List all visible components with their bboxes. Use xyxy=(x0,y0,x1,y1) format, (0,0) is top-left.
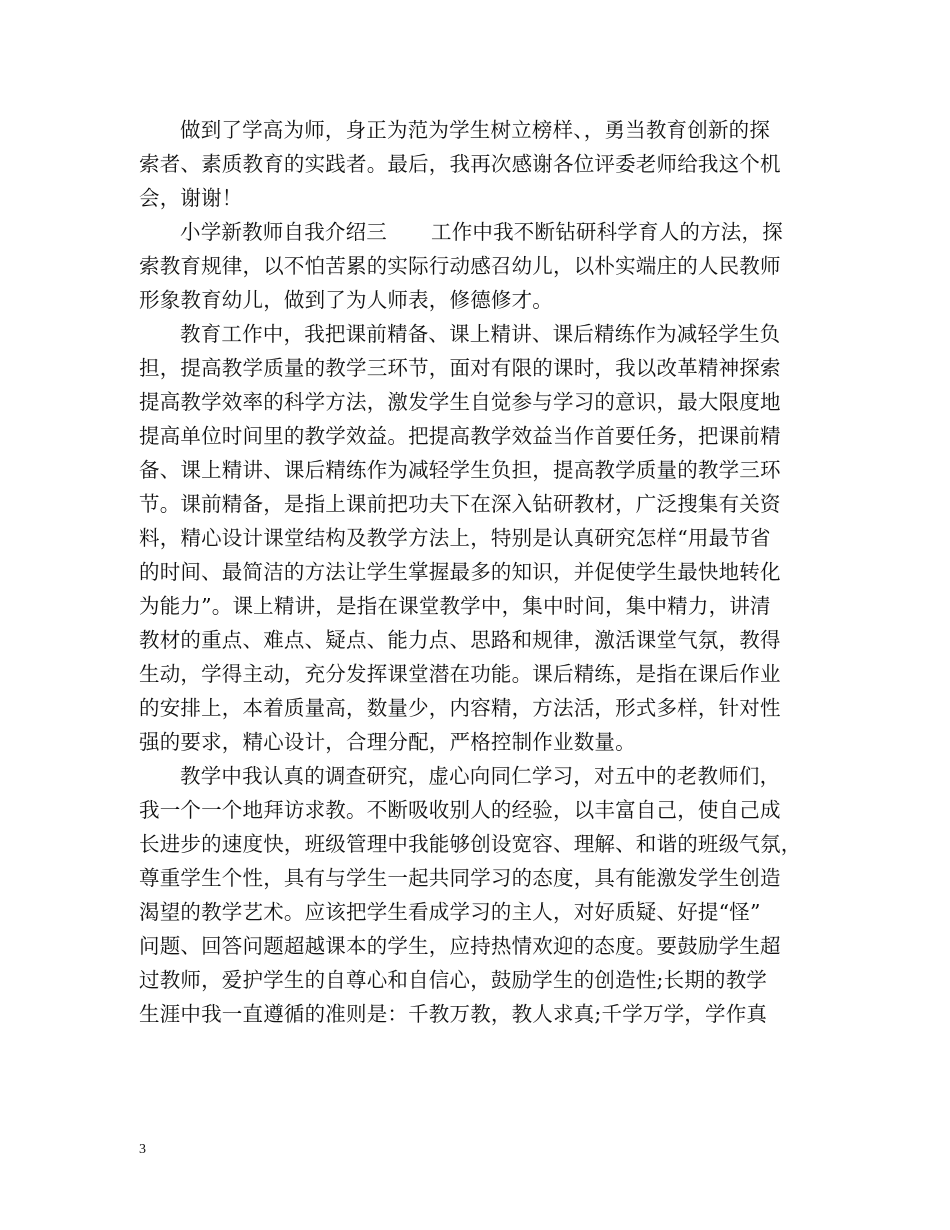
text-line: 生动，学得主动，充分发挥课堂潜在功能。课后精练，是指在课后作业 xyxy=(139,662,781,686)
text-line: 料，精心设计课堂结构及教学方法上，特别是认真研究怎样“用最节省 xyxy=(139,526,771,550)
text-line: 为能力”。课上精讲，是指在课堂教学中，集中时间，集中精力，讲清 xyxy=(139,594,771,618)
text-line: 做到了学高为师，身正为范为学生树立榜样、，勇当教育创新的探 xyxy=(180,118,771,142)
text-line: 尊重学生个性，具有与学生一起共同学习的态度，具有能激发学生创造 xyxy=(139,866,781,890)
text-line: 提高单位时间里的教学效益。把提高教学效益当作首要任务，把课前精 xyxy=(139,424,781,448)
paragraph-4 xyxy=(139,759,812,1031)
section-heading: 小学新教师自我介绍三 xyxy=(180,220,387,244)
paragraph-3 xyxy=(139,317,812,759)
paragraph-2 xyxy=(139,215,812,317)
text-line: 会，谢谢！ xyxy=(139,186,243,210)
text-line: 索者、素质教育的实践者。最后，我再次感谢各位评委老师给我这个机 xyxy=(139,152,781,176)
text-line: 长进步的速度快，班级管理中我能够创设宽容、理解、和谐的班级气氛， xyxy=(139,832,802,856)
text-line-with-heading xyxy=(139,215,812,249)
text-line: 节。课前精备，是指上课前把功夫下在深入钻研教材，广泛搜集有关资 xyxy=(139,492,781,516)
text-line: 教材的重点、难点、疑点、能力点、思路和规律，激活课堂气氛，教得 xyxy=(139,628,781,652)
text-line: 索教育规律，以不怕苦累的实际行动感召幼儿，以朴实端庄的人民教师 xyxy=(139,254,781,278)
text-line: 过教师，爱护学生的自尊心和自信心，鼓励学生的创造性;长期的教学 xyxy=(139,968,768,992)
text-line: 工作中我不断钻研科学育人的方法，探 xyxy=(431,220,783,244)
paragraph-1 xyxy=(139,113,812,215)
text-line: 的安排上，本着质量高，数量少，内容精，方法活，形式多样，针对性 xyxy=(139,696,781,720)
text-line: 教学中我认真的调查研究，虚心向同仁学习，对五中的老教师们， xyxy=(180,764,781,788)
document-body xyxy=(139,113,812,1031)
text-line: 担，提高教学质量的教学三环节，面对有限的课时，我以改革精神探索 xyxy=(139,356,781,380)
text-line: 备、课上精讲、课后精练作为减轻学生负担，提高教学质量的教学三环 xyxy=(139,458,781,482)
text-line: 我一个一个地拜访求教。不断吸收别人的经验，以丰富自己，使自己成 xyxy=(139,798,781,822)
text-line: 的时间、最简洁的方法让学生掌握最多的知识，并促使学生最快地转化 xyxy=(139,560,781,584)
text-line: 教育工作中，我把课前精备、课上精讲、课后精练作为减轻学生负 xyxy=(180,322,781,346)
page-number: 3 xyxy=(139,1142,146,1157)
text-line: 强的要求，精心设计，合理分配，严格控制作业数量。 xyxy=(139,730,636,754)
text-line: 形象教育幼儿，做到了为人师表，修德修才。 xyxy=(139,288,553,312)
text-line: 生涯中我一直遵循的准则是：千教万教，教人求真;千学万学，学作真 xyxy=(139,1002,768,1026)
text-line: 渴望的教学艺术。应该把学生看成学习的主人，对好质疑、好提“怪” xyxy=(139,900,761,924)
text-line: 提高教学效率的科学方法，激发学生自觉参与学习的意识，最大限度地 xyxy=(139,390,781,414)
text-line: 问题、回答问题超越课本的学生，应持热情欢迎的态度。要鼓励学生超 xyxy=(139,934,781,958)
